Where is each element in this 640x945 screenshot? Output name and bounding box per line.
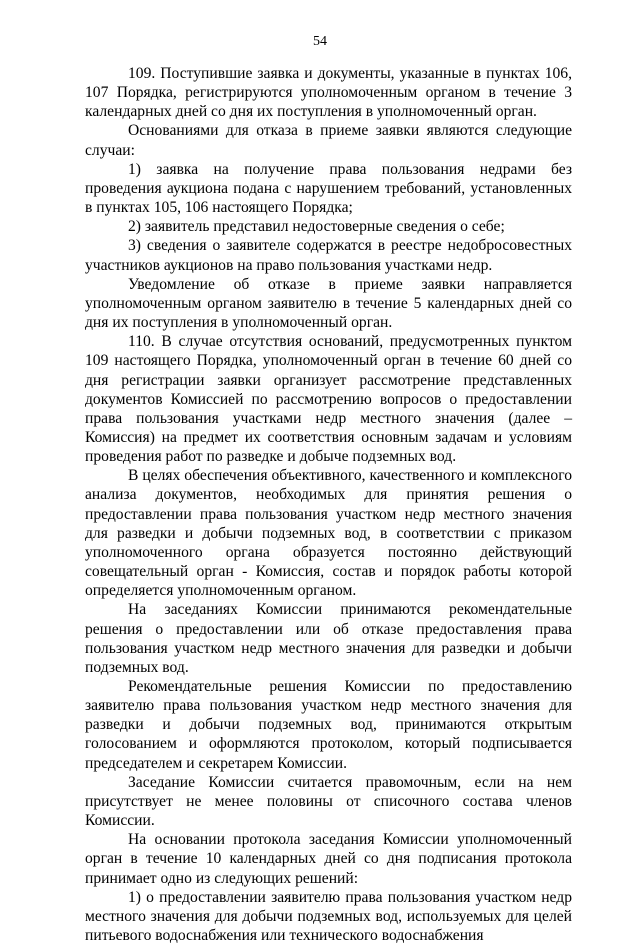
list-item-refusal-2: 2) заявитель представил недостоверные сведения о себе; (128, 218, 505, 236)
list-item-refusal-1: 1) заявка на получение права пользования недрами без проведения аукциона подана с нарушением требований, установленных в пунктах 105, 106 настоящего Порядка; (85, 160, 572, 217)
paragraph-quorum: Заседание Комиссии считается правомочным, если на нем присутствует не менее половины от списочного состава членов Комиссии. (85, 773, 572, 830)
paragraph-refusal-grounds: Основаниями для отказа в приеме заявки являются следующие случаи: (85, 122, 572, 159)
paragraph-110-review: 110. В случае отсутствия оснований, предусмотренных пунктом 109 настоящего Порядка, уполномоченный орган в течение 60 дней со дня регистрации заявки организует рассмотрение представленных документов Комиссией по рассмотрению вопросов о предоставлении права пользования участками недр местного значения (далее – Комиссия) на предмет их соответствия основным задачам и условиям проведения работ по разведке и добыче подземных вод. (85, 333, 572, 466)
list-item-decision-1: 1) о предоставлении заявителю права пользования участком недр местного значения для добычи подземных вод, используемых для целей питьевого водоснабжения или технического водоснабжения (85, 888, 572, 945)
paragraph-109-registration: 109. Поступившие заявка и документы, указанные в пунктах 106, 107 Порядка, регистрируются уполномоченным органом в течение 3 календарных дней со дня их поступления в уполномоченный орган. (85, 65, 572, 121)
paragraph-commission-decisions: На заседаниях Комиссии принимаются рекомендательные решения о предоставлении или об отказе предоставления права пользования участком недр местного значения для разведки и добычи подземных вод. (85, 601, 572, 676)
document-body (85, 64, 572, 945)
list-item-refusal-3: 3) сведения о заявителе содержатся в реестре недобросовестных участников аукционов на право пользования участками недр. (85, 237, 572, 274)
paragraph-refusal-notice: Уведомление об отказе в приеме заявки направляется уполномоченным органом заявителю в течение 5 календарных дней со дня их поступления в уполномоченный орган. (85, 275, 572, 332)
paragraph-decision-protocol: Рекомендательные решения Комиссии по предоставлению заявителю права пользования участком недр местного значения для разведки и добычи подземных вод, принимаются открытым голосованием и оформляются протоколом, который подписывается председателем и секретарем Комиссии. (85, 678, 572, 772)
paragraph-authority-decision: На основании протокола заседания Комиссии уполномоченный орган в течение 10 календарных дней со дня подписания протокола принимает одно из следующих решений: (85, 831, 572, 887)
page-number: 54 (313, 34, 327, 49)
paragraph-commission-formation: В целях обеспечения объективного, качественного и комплексного анализа документов, необходимых для принятия решения о предоставлении права пользования участком недр местного значения для разведки и добычи подземных вод, в соответствии с приказом уполномоченного органа образуется постоянно действующий совещательный орган - Комиссия, состав и порядок работы которой определяется уполномоченным органом. (85, 467, 572, 600)
